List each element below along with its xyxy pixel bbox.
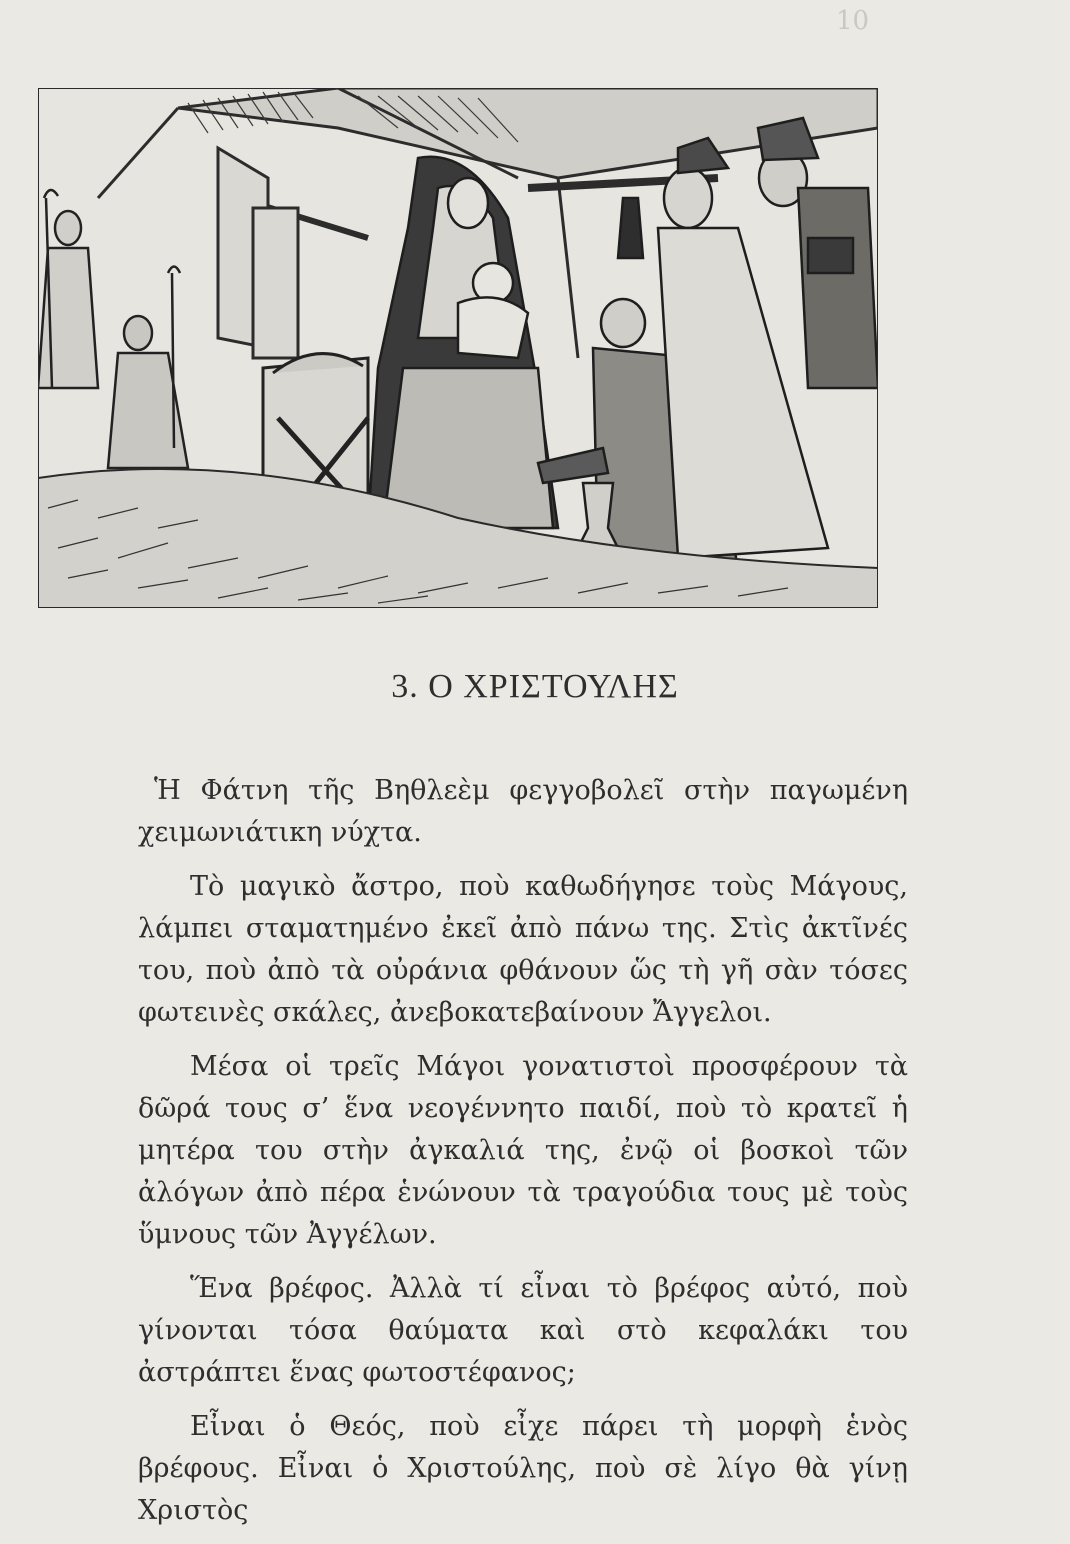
paragraph: Εἶναι ὁ Θεός, ποὺ εἶχε πάρει τὴ μορφὴ ἑνὸς βρέφους. Εἶναι ὁ Χριστούλης, ποὺ σὲ λίγο θὰ γίνῃ Χριστὸς: [138, 1411, 908, 1526]
paragraph: Ἡ Φάτνη τῆς Βηθλεὲμ φεγγοβολεῖ στὴν παγωμένη χειμωνιάτικη νύχτα.: [138, 775, 908, 848]
paragraph: Ἕνα βρέφος. Ἀλλὰ τί εἶναι τὸ βρέφος αὐτό, ποὺ γίνονται τόσα θαύματα καὶ στὸ κεφαλάκι του ἀστράπτει ἕνας φωτοστέφανος;: [138, 1273, 908, 1388]
page-number: 10: [836, 6, 870, 36]
paragraph: Μέσα οἱ τρεῖς Μάγοι γονατιστοὶ προσφέρουν τὰ δῶρά τους σ’ ἕνα νεογέννητο παιδί, ποὺ τὸ κρατεῖ ἡ μητέρα του στὴν ἀγκαλιά της, ἐνῷ οἱ βοσκοὶ τῶν ἀλόγων ἀπὸ πέρα ἑνώνουν τὰ τραγούδια τους μὲ τοὺς ὕμνους τῶν Ἀγγέλων.: [138, 1051, 908, 1250]
body-text: [138, 770, 908, 1544]
chapter-title: 3. Ο ΧΡΙΣΤΟΥΛΗΣ: [391, 668, 679, 705]
nativity-illustration: [38, 88, 878, 608]
paragraph: Τὸ μαγικὸ ἄστρο, ποὺ καθωδήγησε τοὺς Μάγους, λάμπει σταματημένο ἐκεῖ ἀπὸ πάνω της. Στὶς ἀκτῖνές του, ποὺ ἀπὸ τὰ οὐράνια φθάνουν ὥς τὴ γῆ σὰν τόσες φωτεινὲς σκάλες, ἀνεβοκατεβαίνουν Ἄγγελοι.: [138, 871, 908, 1028]
